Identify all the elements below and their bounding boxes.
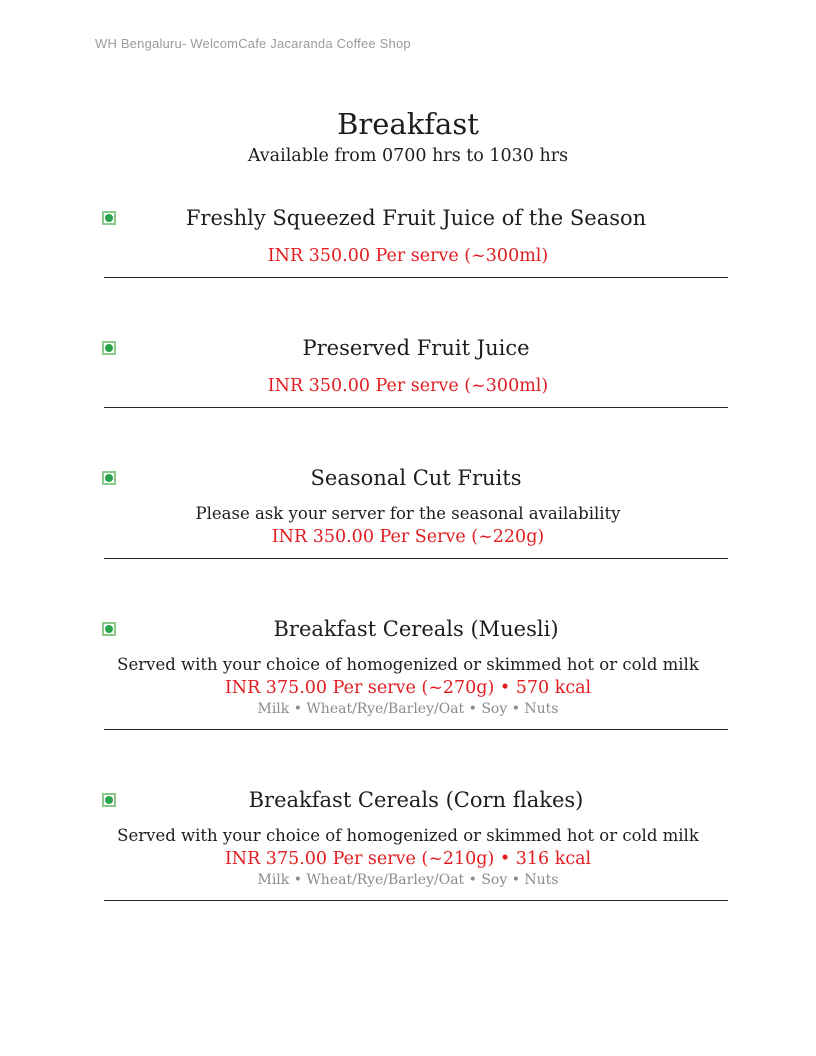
item-price: INR 350.00 Per Serve (~220g) [271,527,545,547]
item-header-row [104,335,728,361]
item-separator [104,729,728,730]
veg-dot [105,344,113,352]
item-header-row [104,787,728,813]
veg-dot [105,214,113,222]
menu-title: Breakfast [337,107,479,141]
item-price: INR 350.00 Per serve (~300ml) [267,246,549,266]
item-header-row [104,616,728,642]
item-description: Please ask your server for the seasonal availability [195,504,621,523]
item-separator [104,277,728,278]
item-allergens: Milk • Wheat/Rye/Barley/Oat • Soy • Nuts [257,872,559,888]
item-name: Seasonal Cut Fruits [310,466,522,490]
menu-item [88,787,728,901]
veg-indicator-icon [102,793,116,807]
menu-item [88,335,728,408]
item-separator [104,407,728,408]
item-description: Served with your choice of homogenized or skimmed hot or cold milk [117,655,699,674]
menu-availability: Available from 0700 hrs to 1030 hrs [247,146,569,166]
item-allergens: Milk • Wheat/Rye/Barley/Oat • Soy • Nuts [257,701,559,717]
item-description: Served with your choice of homogenized or skimmed hot or cold milk [117,826,699,845]
item-header-row [104,205,728,231]
document-header: WH Bengaluru- WelcomCafe Jacaranda Coffee Shop [95,36,411,51]
item-name: Breakfast Cereals (Corn flakes) [248,788,584,812]
veg-indicator-icon [102,341,116,355]
item-name: Freshly Squeezed Fruit Juice of the Season [185,206,647,230]
veg-dot [105,474,113,482]
item-price: INR 350.00 Per serve (~300ml) [267,376,549,396]
veg-indicator-icon [102,211,116,225]
item-separator [104,558,728,559]
item-header-row [104,465,728,491]
item-name: Breakfast Cereals (Muesli) [273,617,559,641]
veg-dot [105,625,113,633]
veg-dot [105,796,113,804]
menu-items [88,205,728,901]
item-name: Preserved Fruit Juice [302,336,530,360]
menu-item [88,616,728,730]
veg-indicator-icon [102,622,116,636]
menu-item [88,465,728,559]
veg-indicator-icon [102,471,116,485]
item-price: INR 375.00 Per serve (~210g) • 316 kcal [224,849,592,869]
menu-item [88,205,728,278]
item-price: INR 375.00 Per serve (~270g) • 570 kcal [224,678,592,698]
item-separator [104,900,728,901]
